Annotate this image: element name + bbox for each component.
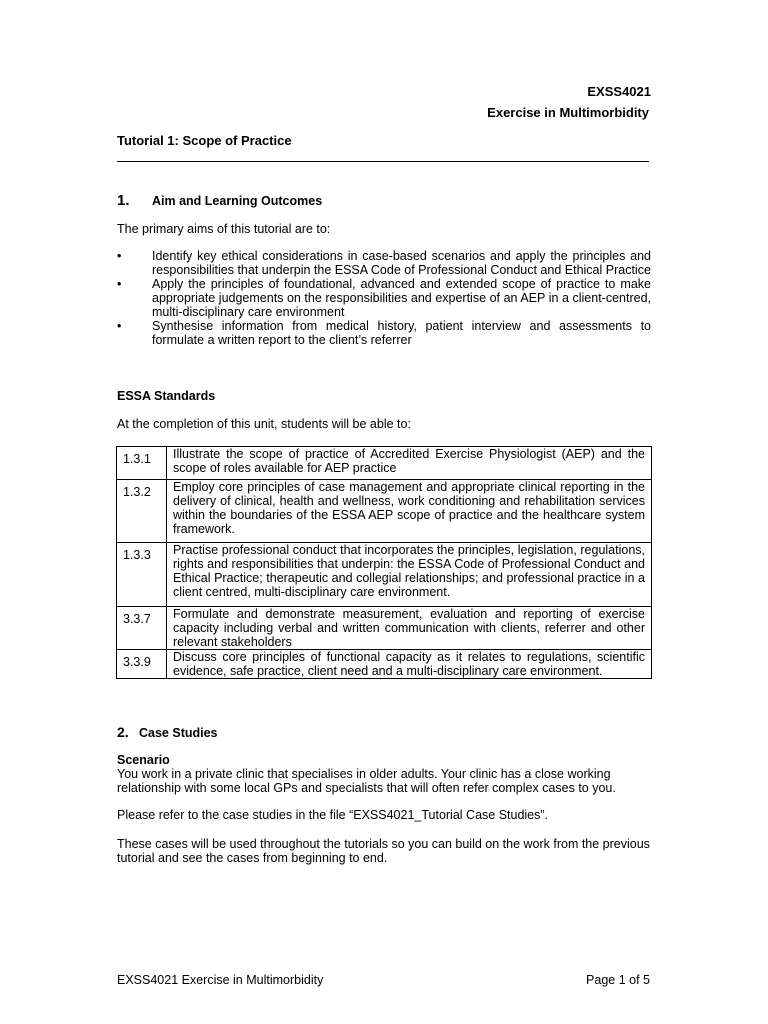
list-item: • Synthesise information from medical history, patient interview and assessments to formulate a written report to the client’s referrer	[117, 319, 651, 347]
footer-page-number: Page 1 of 5	[586, 973, 650, 987]
header-divider	[117, 161, 649, 162]
refer-text: Please refer to the case studies in the file “EXSS4021_Tutorial Case Studies”.	[117, 808, 549, 822]
course-code: EXSS4021	[587, 84, 651, 99]
standard-code: 1.3.1	[117, 447, 167, 480]
course-title: Exercise in Multimorbidity	[487, 105, 649, 120]
table-row	[117, 447, 652, 480]
aims-list	[117, 249, 651, 347]
list-item: • Identify key ethical considerations in case-based scenarios and apply the principles and responsibilities that underpin the ESSA Code of Professional Conduct and Ethical Practice	[117, 249, 651, 277]
aims-intro: The primary aims of this tutorial are to:	[117, 222, 331, 236]
usage-text: These cases will be used throughout the tutorials so you can build on the work from the previous tutorial and see the cases from beginning to end.	[117, 837, 650, 865]
bullet-icon: •	[117, 277, 122, 291]
scenario-label: Scenario	[117, 753, 170, 767]
section1-title: Aim and Learning Outcomes	[152, 194, 323, 208]
table-row	[117, 480, 652, 543]
standards-intro: At the completion of this unit, students will be able to:	[117, 417, 411, 431]
footer-course: EXSS4021 Exercise in Multimorbidity	[117, 973, 324, 987]
standard-text: Practise professional conduct that incorporates the principles, legislation, regulations, rights and responsibilities that underpin: the ESSA Code of Professional Conduct and Ethical Practice; therapeutic and collegial relationships; and professional practice in a client centred, multi-disciplinary care environment.	[167, 543, 652, 607]
standard-code: 3.3.7	[117, 607, 167, 650]
list-item: • Apply the principles of foundational, advanced and extended scope of practice to make appropriate judgements on the responsibilities and expertise of an AEP in a client-centred, multi-disciplinary care environment	[117, 277, 651, 319]
standards-table	[116, 446, 652, 679]
standard-text: Employ core principles of case management and appropriate clinical reporting in the delivery of clinical, health and wellness, work conditioning and rehabilitation services within the boundaries of the ESSA AEP scope of practice and the healthcare system framework.	[167, 480, 652, 543]
section2-number: 2.	[117, 724, 129, 740]
scenario-text: You work in a private clinic that specialises in older adults. Your clinic has a close working relationship with some local GPs and specialists that will often refer complex cases to you.	[117, 767, 616, 795]
standard-text: Illustrate the scope of practice of Accredited Exercise Physiologist (AEP) and the scope of roles available for AEP practice	[167, 447, 652, 480]
bullet-icon: •	[117, 319, 122, 333]
standard-code: 3.3.9	[117, 650, 167, 679]
table-row	[117, 543, 652, 607]
section2-title: Case Studies	[139, 726, 218, 740]
standard-code: 1.3.3	[117, 543, 167, 607]
standard-code: 1.3.2	[117, 480, 167, 543]
bullet-icon: •	[117, 249, 122, 263]
standard-text: Formulate and demonstrate measurement, evaluation and reporting of exercise capacity including verbal and written communication with clients, referrer and other relevant stakeholders	[167, 607, 652, 650]
tutorial-title: Tutorial 1: Scope of Practice	[117, 133, 292, 148]
section1-heading	[117, 192, 322, 209]
section1-number: 1.	[117, 192, 130, 209]
standard-text: Discuss core principles of functional capacity as it relates to regulations, scientific evidence, safe practice, client need and a multi-disciplinary care environment.	[167, 650, 652, 679]
table-row	[117, 607, 652, 650]
section2-heading	[117, 724, 218, 740]
standards-heading: ESSA Standards	[117, 389, 216, 403]
table-row	[117, 650, 652, 679]
